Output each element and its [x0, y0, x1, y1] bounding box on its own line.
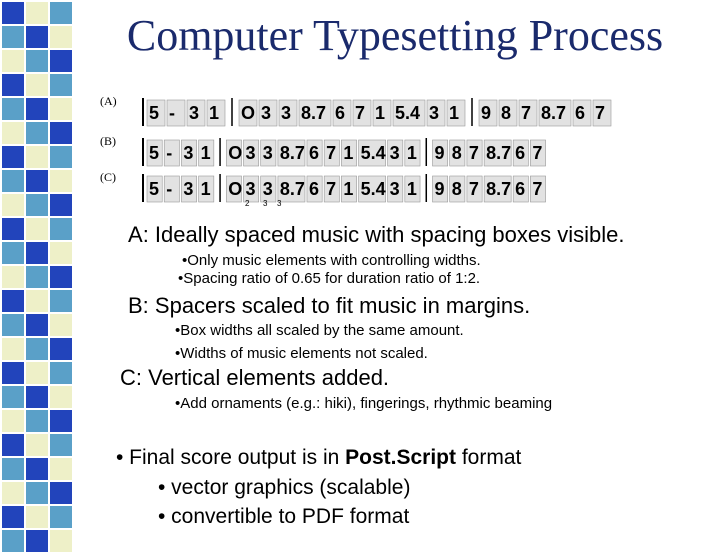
decorative-square: [2, 74, 24, 96]
decorative-square: [50, 410, 72, 432]
decorative-square: [26, 506, 48, 528]
notation-glyph: 8: [451, 179, 462, 199]
notation-glyph: 3: [183, 179, 194, 199]
notation-glyph: 1: [343, 143, 354, 163]
decorative-square: [2, 98, 24, 120]
decorative-square: [50, 194, 72, 216]
decorative-square: [2, 218, 24, 240]
notation-glyph: 3: [262, 143, 273, 163]
notation-glyph: 7: [468, 179, 479, 199]
notation-glyph: 1: [449, 103, 460, 123]
notation-glyph: 5: [149, 143, 160, 163]
notation-glyph: 8: [451, 143, 462, 163]
notation-glyph: 3: [389, 143, 400, 163]
decorative-square: [2, 362, 24, 384]
notation-glyph: 5: [149, 179, 160, 199]
notation-row-b: [143, 138, 546, 166]
decorative-square: [26, 314, 48, 336]
notation-glyph: 6: [515, 143, 526, 163]
decorative-square: [50, 170, 72, 192]
decorative-square: [26, 290, 48, 312]
section-a-heading: [128, 222, 624, 248]
decorative-square: [26, 26, 48, 48]
notation-glyph: 8.7: [486, 143, 512, 163]
final-suffix: format: [455, 446, 522, 469]
notation-glyph: 5.4: [360, 143, 386, 163]
decorative-square: [2, 434, 24, 456]
notation-glyph: 3: [389, 179, 400, 199]
final-postscript: Post.Script: [345, 446, 456, 469]
notation-glyph: 1: [200, 143, 211, 163]
notation-glyph: -: [166, 179, 173, 199]
decorative-square: [26, 122, 48, 144]
decorative-square: [26, 362, 48, 384]
fingering-number: 2: [245, 199, 250, 206]
notation-glyph: 5: [149, 103, 160, 123]
decorative-square: [2, 122, 24, 144]
section-c-bullet-1: •Add ornaments (e.g.: hiki), fingerings, rhythmic beaming: [175, 395, 553, 412]
notation-glyph: 8.7: [279, 179, 305, 199]
notation-glyph: 1: [200, 179, 211, 199]
decorative-square: [50, 386, 72, 408]
section-b-letter: B:: [128, 293, 149, 318]
notation-glyph: 3: [245, 179, 256, 199]
row-label-b: (B): [100, 134, 116, 148]
notation-glyph: 9: [434, 179, 445, 199]
decorative-square: [50, 530, 72, 552]
decorative-square: [2, 482, 24, 504]
section-a-bullet-1: •Only music elements with controlling widths.: [182, 252, 481, 269]
decorative-square: [50, 146, 72, 168]
decorative-square: [26, 530, 48, 552]
decorative-square: [26, 386, 48, 408]
decorative-square: [2, 266, 24, 288]
decorative-square: [26, 170, 48, 192]
notation-glyph: 7: [595, 103, 606, 123]
notation-glyph: 1: [406, 179, 417, 199]
notation-glyph: 3: [262, 179, 273, 199]
final-sub-bullet-2: • convertible to PDF format: [158, 505, 410, 528]
decorative-square: [26, 266, 48, 288]
slide-title: Computer Typesetting Process: [126, 11, 664, 60]
section-a-text: : Ideally spaced music with spacing boxes visible.: [142, 222, 625, 247]
notation-glyph: O: [228, 143, 243, 163]
decorative-square: [2, 146, 24, 168]
notation-glyph: 7: [468, 143, 479, 163]
decorative-square: [26, 242, 48, 264]
final-sub-bullet-1: • vector graphics (scalable): [158, 476, 411, 499]
fingering-number: 3: [263, 199, 268, 206]
notation-glyph: 1: [209, 103, 220, 123]
decorative-square: [50, 506, 72, 528]
notation-glyph: 1: [343, 179, 354, 199]
decorative-square: [2, 386, 24, 408]
music-figure: [95, 88, 685, 206]
notation-glyph: 1: [375, 103, 386, 123]
notation-glyph: O: [241, 103, 256, 123]
notation-glyph: 9: [434, 143, 445, 163]
notation-glyph: 8: [501, 103, 512, 123]
decorative-square: [26, 218, 48, 240]
section-c-letter: C:: [120, 365, 142, 390]
notation-row-a: [143, 98, 611, 126]
decorative-square: [2, 506, 24, 528]
decorative-square: [2, 410, 24, 432]
notation-glyph: 7: [326, 179, 337, 199]
decorative-square: [50, 290, 72, 312]
decorative-square: [2, 2, 24, 24]
decorative-square: [26, 146, 48, 168]
decorative-square: [26, 74, 48, 96]
row-label-c: (C): [100, 170, 116, 184]
section-b-heading: [128, 293, 530, 319]
decorative-square: [26, 482, 48, 504]
section-c-text: Vertical elements added.: [142, 365, 390, 390]
notation-glyph: 5.4: [395, 103, 421, 123]
section-b-text: Spacers scaled to fit music in margins.: [148, 293, 531, 318]
section-b-bullet-1: •Box widths all scaled by the same amount.: [175, 322, 464, 339]
decorative-square: [26, 98, 48, 120]
notation-glyph: 7: [326, 143, 337, 163]
notation-glyph: 9: [481, 103, 492, 123]
notation-glyph: 6: [308, 179, 319, 199]
decorative-square: [2, 26, 24, 48]
decorative-square: [50, 458, 72, 480]
notation-glyph: 7: [355, 103, 366, 123]
notation-glyph: -: [169, 103, 175, 123]
decorative-square: [50, 242, 72, 264]
notation-glyph: 3: [245, 143, 256, 163]
decorative-square: [2, 458, 24, 480]
fingering-number: 3: [277, 199, 282, 206]
notation-glyph: O: [228, 179, 243, 199]
decorative-square: [2, 530, 24, 552]
decorative-square: [50, 50, 72, 72]
final-output-line: [116, 446, 521, 470]
decorative-square: [26, 458, 48, 480]
decorative-square: [26, 194, 48, 216]
decorative-square: [50, 2, 72, 24]
notation-glyph: 3: [281, 103, 292, 123]
notation-glyph: 8.7: [541, 103, 567, 123]
decorative-square: [50, 122, 72, 144]
decorative-square: [50, 482, 72, 504]
decorative-square: [2, 194, 24, 216]
decorative-square: [50, 74, 72, 96]
decorative-square: [50, 98, 72, 120]
notation-glyph: 3: [183, 143, 194, 163]
section-b-bullet-2: •Widths of music elements not scaled.: [175, 345, 428, 362]
decorative-square: [26, 410, 48, 432]
decorative-square: [50, 314, 72, 336]
notation-glyph: -: [166, 143, 173, 163]
decorative-square: [50, 434, 72, 456]
music-notation-image: [95, 88, 685, 206]
notation-glyph: 3: [429, 103, 440, 123]
notation-glyph: 8.7: [279, 143, 305, 163]
notation-glyph: 7: [521, 103, 532, 123]
section-c-heading: [120, 365, 389, 391]
decorative-square: [26, 338, 48, 360]
decorative-square: [2, 290, 24, 312]
decorative-square: [50, 338, 72, 360]
decorative-square: [26, 434, 48, 456]
final-prefix: • Final score output is in: [116, 446, 346, 469]
notation-glyph: 6: [575, 103, 586, 123]
notation-glyph: 8.7: [486, 179, 512, 199]
row-label-a: (A): [100, 94, 117, 108]
notation-glyph: 1: [406, 143, 417, 163]
section-a-letter: A: [128, 222, 143, 247]
notation-glyph: 7: [532, 179, 543, 199]
notation-glyph: 6: [308, 143, 319, 163]
decorative-square: [2, 338, 24, 360]
notation-glyph: 5.4: [360, 179, 386, 199]
decorative-square: [2, 50, 24, 72]
notation-row-c: [143, 174, 546, 206]
notation-glyph: 6: [335, 103, 346, 123]
decorative-square: [50, 266, 72, 288]
notation-glyph: 3: [261, 103, 272, 123]
decorative-square: [50, 362, 72, 384]
notation-glyph: 7: [532, 143, 543, 163]
decorative-square: [2, 170, 24, 192]
decorative-square: [2, 242, 24, 264]
section-a-bullet-2: •Spacing ratio of 0.65 for duration ratio of 1:2.: [178, 270, 481, 287]
decorative-square: [50, 26, 72, 48]
decorative-square: [26, 2, 48, 24]
decorative-square: [50, 218, 72, 240]
decorative-square: [26, 50, 48, 72]
decorative-square-strip: [0, 0, 74, 540]
notation-glyph: 6: [515, 179, 526, 199]
decorative-square: [2, 314, 24, 336]
notation-glyph: 3: [189, 103, 200, 123]
notation-glyph: 8.7: [301, 103, 327, 123]
